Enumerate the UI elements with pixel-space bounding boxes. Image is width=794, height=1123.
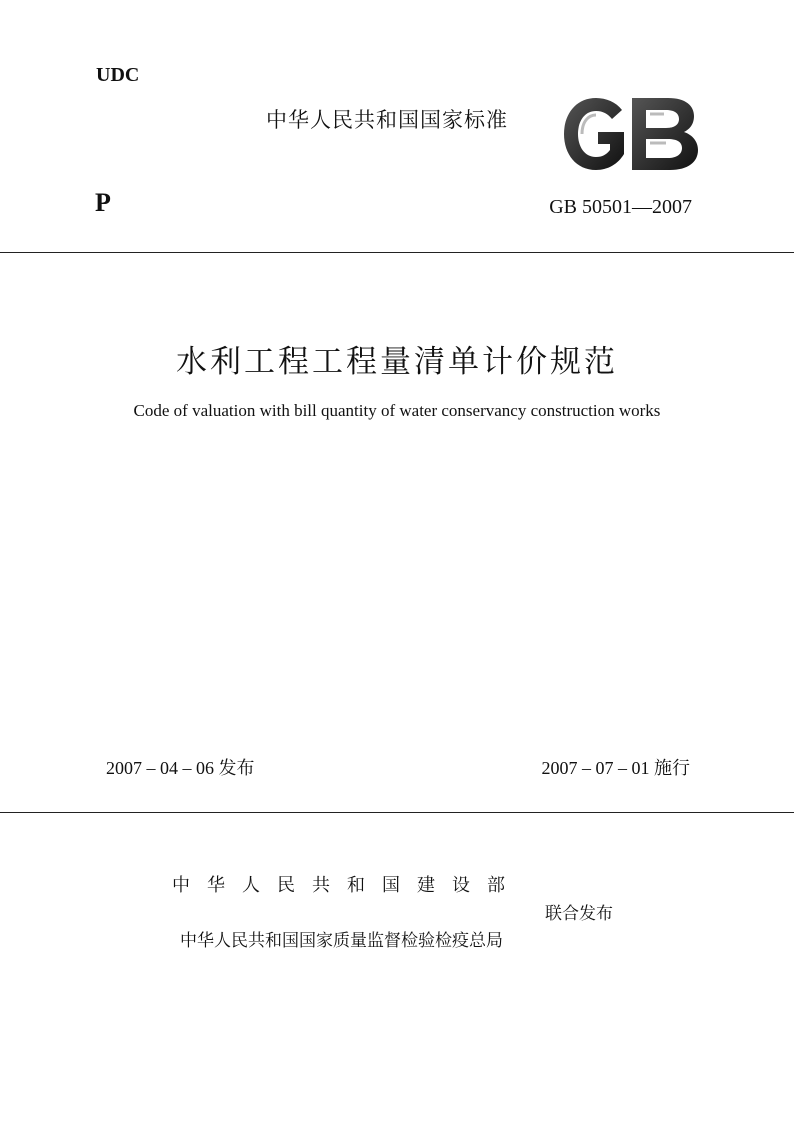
document-title-en: Code of valuation with bill quantity of water conservancy construction works	[133, 401, 661, 420]
top-divider	[0, 252, 794, 253]
issue-date: 2007 – 04 – 06 发布	[106, 758, 255, 778]
gb-logo-graphic	[560, 94, 702, 174]
bottom-divider	[0, 812, 794, 813]
issuer-ministry-construction: 中华人民共和国建设部	[172, 875, 522, 896]
gb-logo	[560, 94, 702, 174]
udc-label: UDC	[96, 64, 140, 86]
classification-code: P	[95, 188, 111, 217]
standard-number: GB 50501—2007	[549, 196, 692, 218]
national-standard-heading: 中华人民共和国国家标准	[266, 108, 508, 132]
document-title-cn: 水利工程工程量清单计价规范	[176, 344, 618, 380]
issuer-aqsiq: 中华人民共和国国家质量监督检验检疫总局	[180, 931, 503, 951]
implementation-date: 2007 – 07 – 01 施行	[541, 758, 690, 778]
jointly-issued-label: 联合发布	[545, 904, 613, 924]
